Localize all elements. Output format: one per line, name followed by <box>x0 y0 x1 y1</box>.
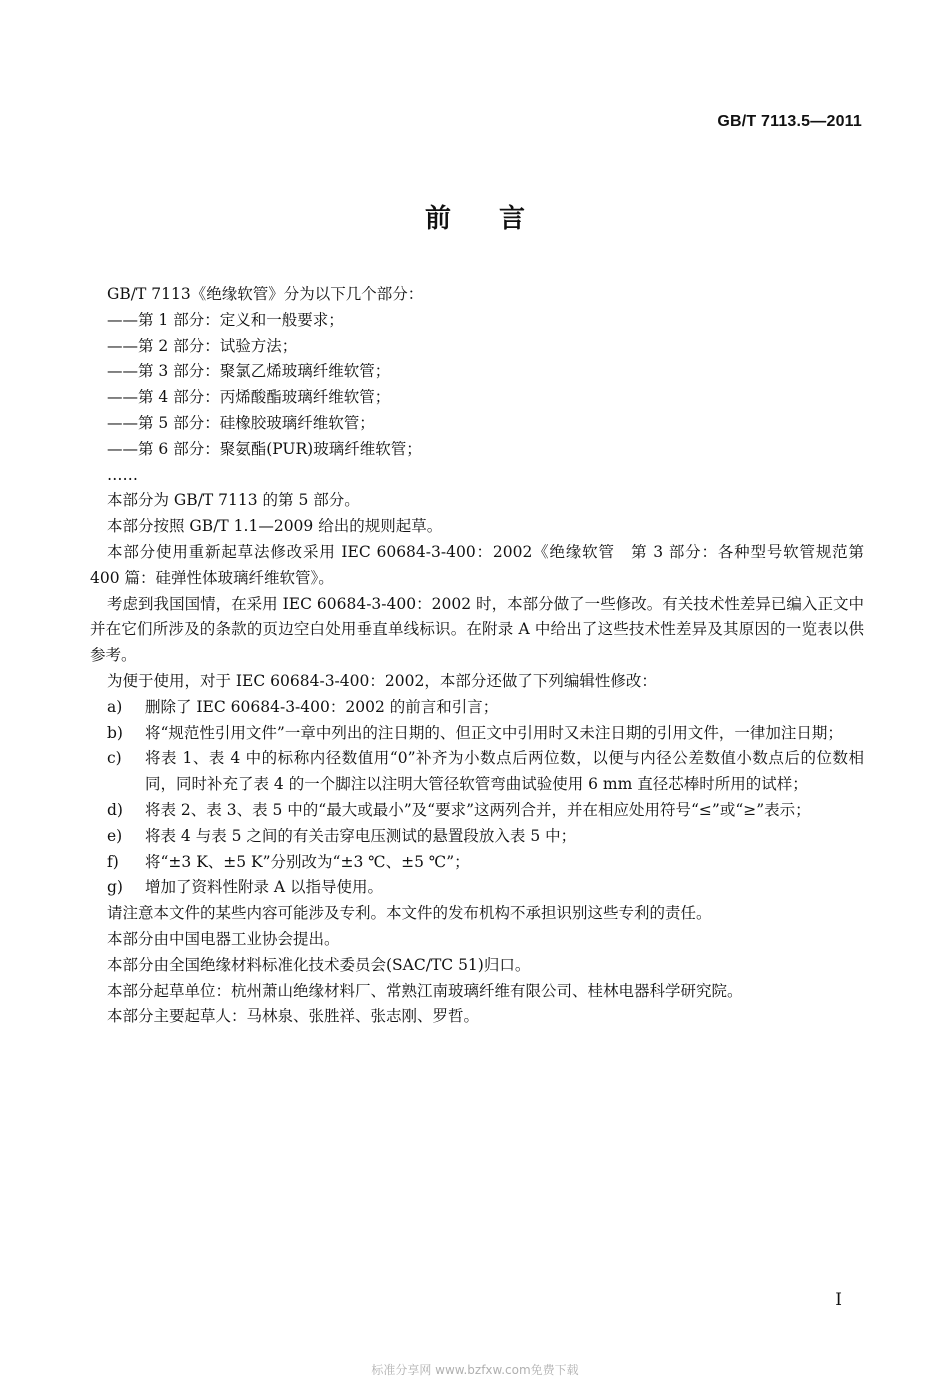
edit-item-text: 将表 4 与表 5 之间的有关击穿电压测试的悬置段放入表 5 中； <box>145 826 577 845</box>
page-number: I <box>835 1290 842 1310</box>
list-item: ——第 2 部分：试验方法； <box>107 336 298 355</box>
paragraph: 本部分使用重新起草法修改采用 IEC 60684-3-400：2002《绝缘软管 第 3 部分：各种型号软管规范第 400 篇：硅弹性体玻璃纤维软管》。 <box>90 542 864 587</box>
paragraph: 本部分由全国绝缘材料标准化技术委员会(SAC/TC 51)归口。 <box>107 955 531 974</box>
edit-item-text: 将表 2、表 3、表 5 中的“最大或最小”及“要求”这两列合并，并在相应处用符号“≤”或“≥”表示； <box>145 800 811 819</box>
edit-item-text: 将表 1、表 4 中的标称内径数值用“0”补齐为小数点后两位数，以便与内径公差数值小数点后的位数相同，同时补充了表 4 的一个脚注以注明大管径软管弯曲试验使用 6 mm 直径芯棒时所用的试样； <box>145 749 864 794</box>
list-item: ——第 4 部分：丙烯酸酯玻璃纤维软管； <box>107 388 391 407</box>
edit-item-label: e) <box>107 826 123 845</box>
edit-item-text: 将“规范性引用文件”一章中列出的注日期的、但正文中引用时又未注日期的引用文件，一律加注日期； <box>145 723 843 742</box>
edit-item <box>90 824 864 850</box>
edit-item-label: a) <box>107 697 123 716</box>
paragraph: 考虑到我国国情，在采用 IEC 60684-3-400：2002 时，本部分做了一些修改。有关技术性差异已编入正文中并在它们所涉及的条款的页边空白处用垂直单线标识。在附录 A 中给出了这些技术性差异及其原因的一览表以供参考。 <box>90 594 864 665</box>
edit-item <box>90 850 864 876</box>
foreword-body <box>90 282 864 1030</box>
paragraph: 本部分为 GB/T 7113 的第 5 部分。 <box>107 491 360 510</box>
paragraph: 请注意本文件的某些内容可能涉及专利。本文件的发布机构不承担识别这些专利的责任。 <box>107 904 712 923</box>
watermark-footer: 标准分享网 www.bzfxw.com免费下载 <box>371 1363 579 1377</box>
edit-item <box>90 721 864 747</box>
edit-item-text: 将“±3 K、±5 K”分别改为“±3 ℃、±5 ℃”； <box>145 852 470 871</box>
paragraph: 本部分由中国电器工业协会提出。 <box>107 929 340 948</box>
edit-item-label: b) <box>107 723 123 742</box>
list-item: ——第 5 部分：硅橡胶玻璃纤维软管； <box>107 413 375 432</box>
edit-item <box>90 695 864 721</box>
list-item: ——第 3 部分：聚氯乙烯玻璃纤维软管； <box>107 362 391 381</box>
intro-line: GB/T 7113《绝缘软管》分为以下几个部分： <box>107 285 424 303</box>
edit-item-label: f) <box>107 852 119 871</box>
paragraph: 本部分起草单位：杭州萧山绝缘材料厂、常熟江南玻璃纤维有限公司、桂林电器科学研究院。 <box>107 981 743 1000</box>
ellipsis: …… <box>107 465 138 484</box>
paragraph: 本部分按照 GB/T 1.1—2009 给出的规则起草。 <box>107 517 443 536</box>
edit-item <box>90 875 864 901</box>
standard-number: GB/T 7113.5—2011 <box>717 113 862 130</box>
edit-item-label: g) <box>107 878 123 897</box>
paragraph: 本部分主要起草人：马林泉、张胜祥、张志刚、罗哲。 <box>107 1007 480 1026</box>
edit-item <box>90 798 864 824</box>
paragraph: 为便于使用，对于 IEC 60684-3-400：2002，本部分还做了下列编辑性修改： <box>107 671 657 690</box>
edit-item <box>90 746 864 798</box>
edit-item-label: c) <box>107 749 122 768</box>
page-title: 前言 <box>424 204 573 234</box>
list-item: ——第 1 部分：定义和一般要求； <box>107 310 344 329</box>
edit-item-text: 增加了资料性附录 A 以指导使用。 <box>145 878 384 897</box>
list-item: ——第 6 部分：聚氨酯(PUR)玻璃纤维软管； <box>107 439 422 458</box>
edit-item-label: d) <box>107 800 123 819</box>
edit-item-text: 删除了 IEC 60684-3-400：2002 的前言和引言； <box>145 697 499 716</box>
